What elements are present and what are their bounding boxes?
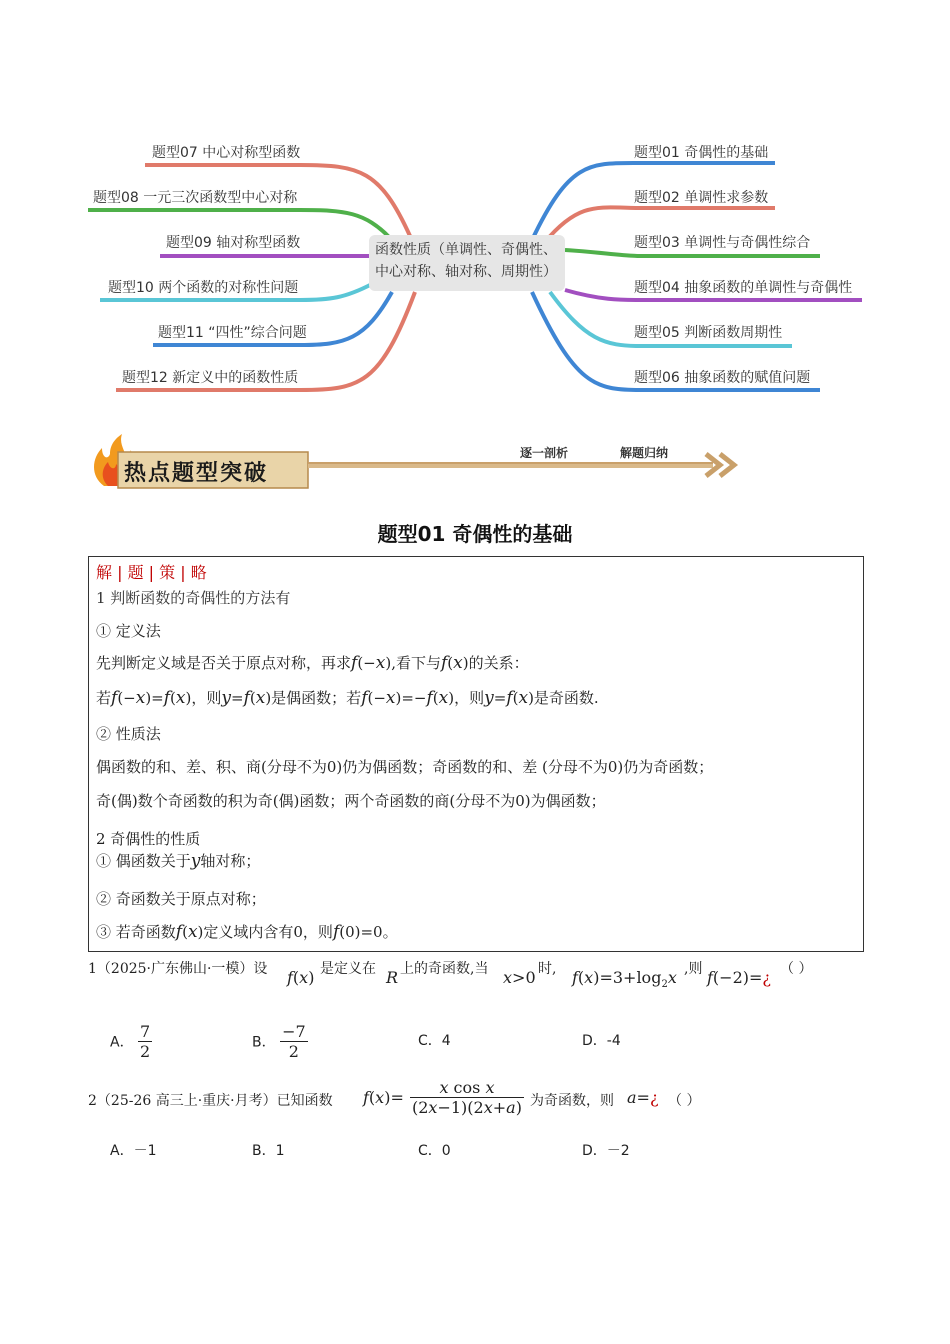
section-title: 题型01 奇偶性的基础 xyxy=(377,522,573,546)
strategy-line-10: ② 奇函数关于原点对称； xyxy=(96,890,266,908)
question-2-fx: f(x)= xyxy=(363,1088,404,1107)
question-2-stem: 2（25-26 高三上·重庆·月考）已知函数 xyxy=(88,1093,333,1109)
question-1-formula: $f(x)=3+\log_2x$ xyxy=(572,968,677,991)
question-1-text-c: 上的奇函数,当 xyxy=(400,961,489,977)
mindmap-item-04: 题型04 抽象函数的单调性与奇偶性 xyxy=(634,280,853,296)
strategy-line-5: ② 性质法 xyxy=(96,725,161,743)
mindmap-item-09: 题型09 轴对称型函数 xyxy=(166,235,301,251)
q1-option-a-fraction: $\frac{7}{2}$ xyxy=(140,1022,151,1061)
mindmap-item-07: 题型07 中心对称型函数 xyxy=(152,145,301,161)
q1-option-b[interactable]: B． $\frac{-7}{2}$ xyxy=(252,1022,306,1061)
question-1-fx: f(x) xyxy=(287,968,315,987)
question-1-stem: 1（2025·广东佛山·一模）设 xyxy=(88,961,268,977)
question-1-target: f(−2)=¿ xyxy=(707,968,771,987)
strategy-line-2: ① 定义法 xyxy=(96,622,161,640)
mindmap-item-01: 题型01 奇偶性的基础 xyxy=(634,145,769,161)
mindmap-item-03: 题型03 单调性与奇偶性综合 xyxy=(634,235,811,251)
question-1-text-e: ,则 xyxy=(684,961,703,977)
q1-option-c[interactable]: C．4 xyxy=(418,1033,451,1049)
q1-option-b-fraction: $\frac{-7}{2}$ xyxy=(282,1022,306,1061)
question-2-text-b: 为奇函数，则 xyxy=(530,1093,614,1109)
banner-subtitle-1: 逐一剖析 xyxy=(520,446,569,460)
banner-title: 热点题型突破 xyxy=(124,460,269,486)
q1-option-d[interactable]: D．-4 xyxy=(582,1033,621,1049)
mindmap-item-02: 题型02 单调性求参数 xyxy=(634,190,769,206)
q2-option-c[interactable]: C．0 xyxy=(418,1143,451,1159)
mindmap-item-12: 题型12 新定义中的函数性质 xyxy=(122,370,299,386)
mindmap-connectors xyxy=(0,0,950,420)
strategy-line-11: ③ 若奇函数f(x)定义域内含有0，则f(0)=0。 xyxy=(96,922,398,942)
q1-option-a[interactable]: A． $\frac{7}{2}$ xyxy=(110,1022,151,1061)
question-2-fraction: $\frac{\text{x cos x}}{(2x-1)(2x+a)}$ xyxy=(412,1078,522,1117)
question-1-condition: x>0 xyxy=(503,968,536,987)
strategy-line-4: 若f(−x)=f(x)，则y=f(x)是偶函数；若f(−x)=−f(x)，则y=f(x)是奇函数. xyxy=(96,688,599,708)
question-2-paren: （ ） xyxy=(668,1093,701,1109)
strategy-line-1: 1 判断函数的奇偶性的方法有 xyxy=(96,589,291,607)
q2-option-b[interactable]: B．1 xyxy=(252,1143,285,1159)
mindmap-item-11: 题型11 “四性”综合问题 xyxy=(158,325,307,341)
strategy-line-9: ① 偶函数关于y轴对称； xyxy=(96,851,261,871)
q2-option-d[interactable]: D．－2 xyxy=(582,1143,630,1159)
hot-topic-banner xyxy=(88,432,748,494)
question-1-text-d: 时, xyxy=(538,961,557,977)
mindmap-item-06: 题型06 抽象函数的赋值问题 xyxy=(634,370,811,386)
strategy-heading: 解 | 题 | 策 | 略 xyxy=(96,563,207,582)
mindmap-item-10: 题型10 两个函数的对称性问题 xyxy=(108,280,299,296)
banner-subtitle-2: 解题归纳 xyxy=(620,446,669,460)
question-1-paren: （ ） xyxy=(780,961,813,977)
q2-option-a[interactable]: A．－1 xyxy=(110,1143,157,1159)
strategy-line-8: 2 奇偶性的性质 xyxy=(96,830,201,848)
strategy-line-6: 偶函数的和、差、积、商(分母不为0)仍为偶函数；奇函数的和、差 (分母不为0)仍为奇函数； xyxy=(96,758,714,776)
mindmap-center: 函数性质（单调性、奇偶性、中心对称、轴对称、周期性） xyxy=(369,235,565,291)
strategy-line-3: 先判断定义域是否关于原点对称，再求f(−x),看下与f(x)的关系： xyxy=(96,653,529,673)
strategy-line-7: 奇(偶)数个奇函数的积为奇(偶)函数；两个奇函数的商(分母不为0)为偶函数； xyxy=(96,792,606,810)
question-1-R: R xyxy=(386,968,399,987)
question-1-text-b: 是定义在 xyxy=(320,961,376,977)
mindmap-item-05: 题型05 判断函数周期性 xyxy=(634,325,783,341)
question-2-target: a=¿ xyxy=(627,1088,659,1107)
mindmap-item-08: 题型08 一元三次函数型中心对称 xyxy=(93,190,298,206)
